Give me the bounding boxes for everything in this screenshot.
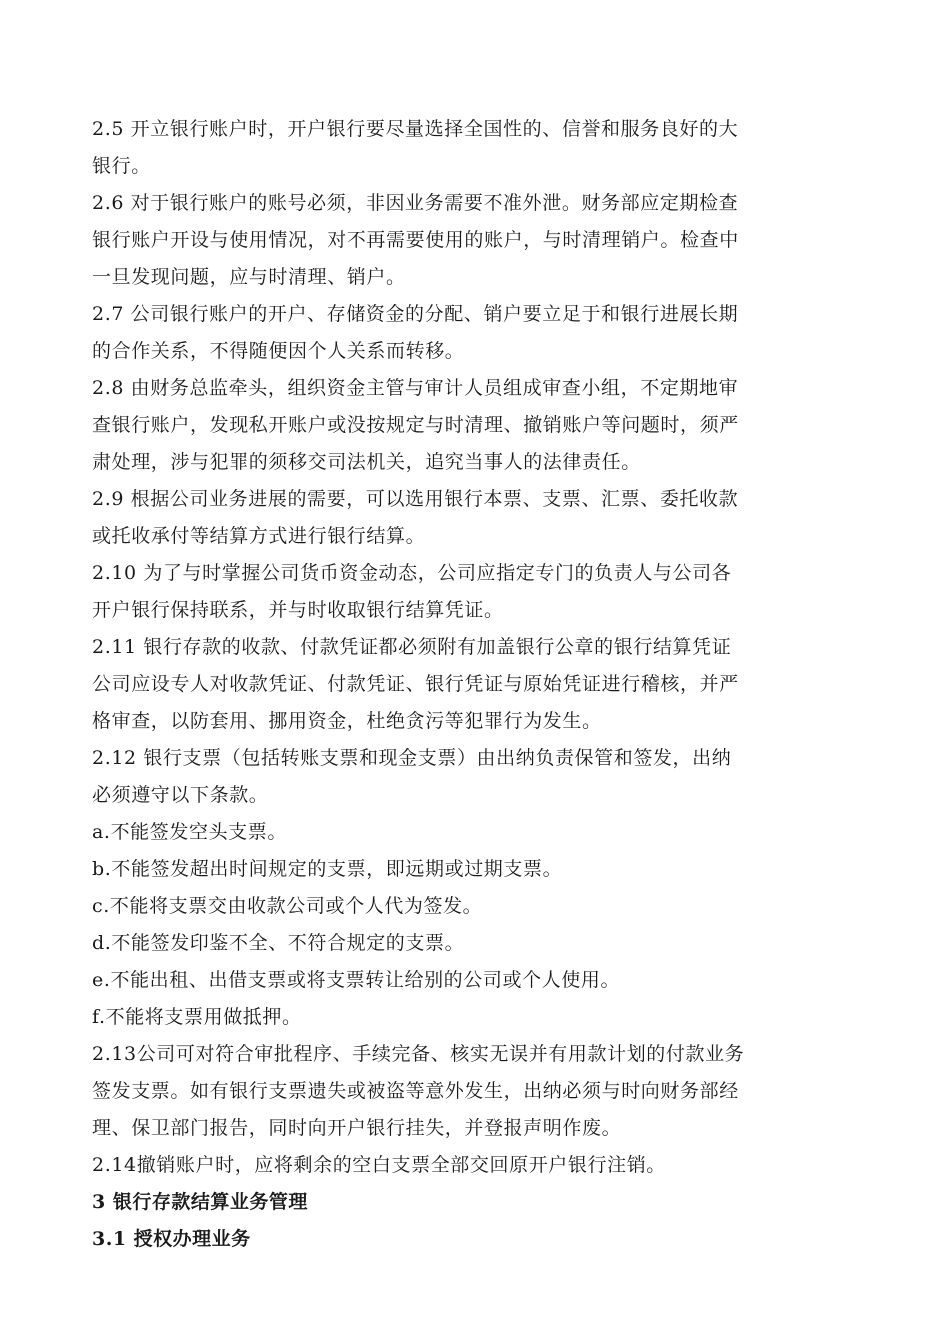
text-line: 必须遵守以下条款。 [92,784,269,806]
list-item: e.不能出租、出借支票或将支票转让给别的公司或个人使用。 [92,969,621,991]
text-line: 查银行账户，发现私开账户或没按规定与时清理、撤销账户等问题时，须严 [92,414,739,436]
section-heading: 3 银行存款结算业务管理 [92,1191,308,1213]
text-line: 2.13公司可对符合审批程序、手续完备、核实无误并有用款计划的付款业务 [92,1043,745,1065]
text-line: 格审查，以防套用、挪用资金，杜绝贪污等犯罪行为发生。 [92,710,602,732]
text-line: 2.7 公司银行账户的开户、存储资金的分配、销户要立足于和银行进展长期 [92,303,739,325]
text-line: 一旦发现问题，应与时清理、销户。 [92,266,406,288]
list-item: b.不能签发超出时间规定的支票，即远期或过期支票。 [92,858,563,880]
text-line: 签发支票。如有银行支票遗失或被盗等意外发生，出纳必须与时向财务部经 [92,1080,739,1102]
text-line: 2.12 银行支票（包括转账支票和现金支票）由出纳负责保管和签发，出纳 [92,747,732,769]
text-line: 公司应设专人对收款凭证、付款凭证、银行凭证与原始凭证进行稽核，并严 [92,673,739,695]
text-line: 2.10 为了与时掌握公司货币资金动态，公司应指定专门的负责人与公司各 [92,562,732,584]
text-line: 理、保卫部门报告，同时向开户银行挂失，并登报声明作废。 [92,1117,622,1139]
text-line: 的合作关系，不得随便因个人关系而转移。 [92,340,465,362]
text-line: 或托收承付等结算方式进行银行结算。 [92,525,426,547]
text-line: 2.5 开立银行账户时，开户银行要尽量选择全国性的、信誉和服务良好的大 [92,118,739,140]
text-line: 肃处理，涉与犯罪的须移交司法机关，追究当事人的法律责任。 [92,451,641,473]
text-line: 2.11 银行存款的收款、付款凭证都必须附有加盖银行公章的银行结算凭证 [92,636,732,658]
list-item: d.不能签发印鉴不全、不符合规定的支票。 [92,932,465,954]
text-line: 2.14撤销账户时，应将剩余的空白支票全部交回原开户银行注销。 [92,1154,666,1176]
text-line: 2.8 由财务总监牵头，组织资金主管与审计人员组成审查小组，不定期地审 [92,377,739,399]
text-line: 银行账户开设与使用情况，对不再需要使用的账户，与时清理销户。检查中 [92,229,739,251]
list-item: c.不能将支票交由收款公司或个人代为签发。 [92,895,483,917]
text-line: 2.9 根据公司业务进展的需要，可以选用银行本票、支票、汇票、委托收款 [92,488,739,510]
list-item: a.不能签发空头支票。 [92,821,287,843]
text-line: 银行。 [92,155,151,177]
text-line: 开户银行保持联系，并与时收取银行结算凭证。 [92,599,504,621]
list-item: f.不能将支票用做抵押。 [92,1006,302,1028]
text-line: 2.6 对于银行账户的账号必须，非因业务需要不准外泄。财务部应定期检查 [92,192,739,214]
subsection-heading: 3.1 授权办理业务 [92,1228,251,1250]
document-page [92,111,838,1258]
